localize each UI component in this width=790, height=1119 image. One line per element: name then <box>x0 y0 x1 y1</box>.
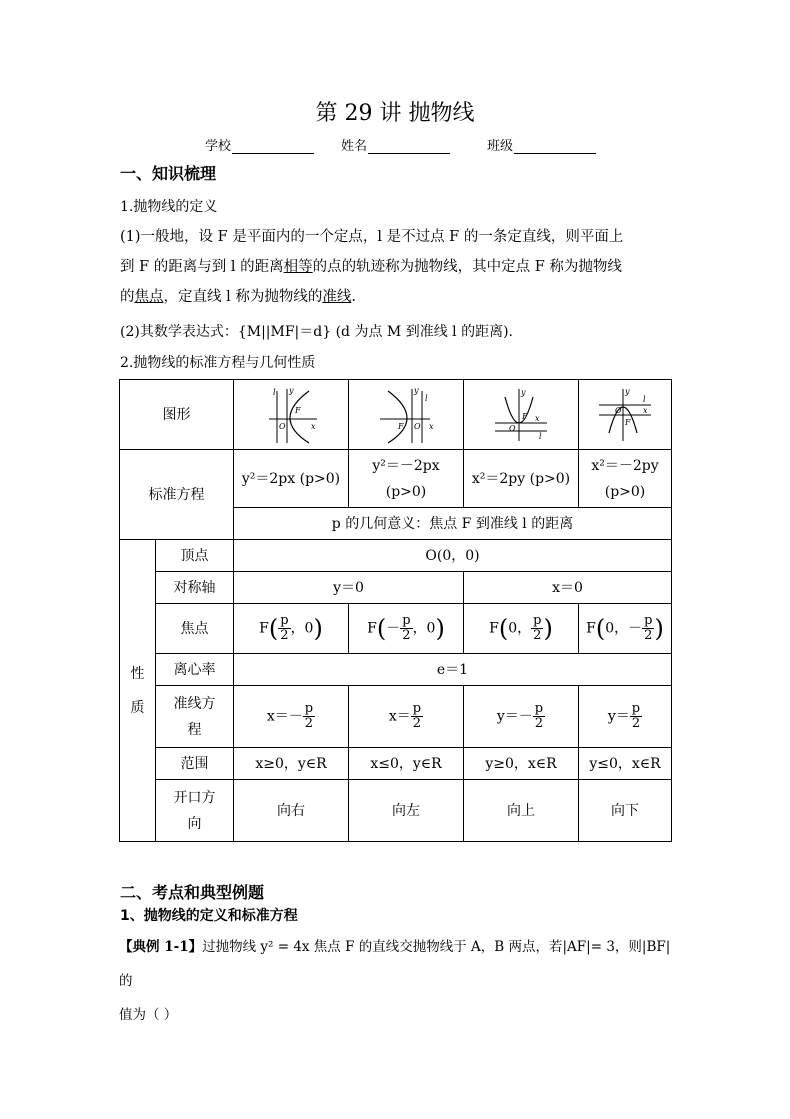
parabola-properties-table <box>119 379 672 842</box>
name-blank[interactable] <box>368 139 450 154</box>
graph-l-text: l <box>539 431 542 441</box>
opening-cell: 向上 <box>464 780 579 842</box>
graph-up <box>464 380 579 450</box>
example-line-1: 【典例 1-1】过抛物线 y² = 4x 焦点 F 的直线交抛物线于 A，B 两点，若|AF|= 3，则|BF|的 <box>119 939 671 989</box>
axis-label: 对称轴 <box>156 572 234 604</box>
properties-subheading: 2.抛物线的标准方程与几何性质 <box>120 355 316 371</box>
equation-label: 标准方程 <box>120 450 234 540</box>
directrix-cell: x＝－ $\frac{p}{2}$ <box>234 686 349 748</box>
graph-o-text: O <box>615 405 622 415</box>
graph-y-text: y <box>414 385 419 395</box>
section2-subheading: 1、抛物线的定义和标准方程 <box>120 908 298 924</box>
school-blank[interactable] <box>232 139 314 154</box>
graph-l-text: l <box>643 394 646 404</box>
graph-right <box>234 380 349 450</box>
opening-label: 开口方 向 <box>156 780 234 842</box>
def-line-3: 的焦点，定直线 l 称为抛物线的准线. <box>120 289 356 305</box>
vertex-label: 顶点 <box>156 540 234 572</box>
section2-heading: 二、考点和典型例题 <box>120 883 265 902</box>
math-expression: (2)其数学表达式：{M||MF|＝d} (d 为点 M 到准线 l 的距离). <box>120 324 513 340</box>
graph-label: 图形 <box>120 380 234 450</box>
class-field <box>487 135 596 154</box>
page-title: 第 29 讲 抛物线 <box>315 101 475 126</box>
range-cell: x≥0，y∈R <box>234 748 349 780</box>
properties-label: 性质 <box>120 540 156 842</box>
directrix-cell: x＝ $\frac{p}{2}$ <box>349 686 464 748</box>
graph-left <box>349 380 464 450</box>
equation-cell: y²＝2px (p>0) <box>234 450 349 508</box>
school-label: 学校 <box>205 139 232 154</box>
def-line-2: 到 F 的距离与到 l 的距离相等的点的轨迹称为抛物线，其中定点 F 称为抛物线 <box>120 259 622 275</box>
focus-label: 焦点 <box>156 604 234 654</box>
opening-cell: 向右 <box>234 780 349 842</box>
directrix-label: 准线方 程 <box>156 686 234 748</box>
class-label: 班级 <box>487 139 514 154</box>
graph-x-text: x <box>643 405 648 415</box>
vertex-value: O(0，0) <box>234 540 672 572</box>
graph-x-text: x <box>535 413 540 423</box>
graph-o-text: O <box>414 421 421 431</box>
graph-o-text: O <box>509 423 516 433</box>
definition-paragraph <box>120 222 680 312</box>
opening-cell: 向左 <box>349 780 464 842</box>
range-cell: x≤0，y∈R <box>349 748 464 780</box>
focus-cell: F(0， $\frac{p}{2}$ ) <box>464 604 579 654</box>
section1-heading: 一、知识梳理 <box>120 164 217 183</box>
equation-cell: x²＝－2py (p>0) <box>579 450 672 508</box>
school-field <box>205 135 314 154</box>
equation-cell: y²＝－2px (p>0) <box>349 450 464 508</box>
directrix-cell: y＝－ $\frac{p}{2}$ <box>464 686 579 748</box>
graph-f-text: F <box>398 421 404 431</box>
graph-x-text: x <box>429 421 434 431</box>
graph-o-text: O <box>279 421 286 431</box>
example-1-1 <box>119 930 679 1032</box>
focus-cell: F(－ $\frac{p}{2}$ ，0) <box>349 604 464 654</box>
range-label: 范围 <box>156 748 234 780</box>
definition-subheading: 1.抛物线的定义 <box>120 199 218 215</box>
graph-f-text: F <box>522 411 528 421</box>
graph-f-text: F <box>625 417 631 427</box>
parabola-left-graph <box>376 385 436 445</box>
def-line-1: (1)一般地，设 F 是平面内的一个定点，l 是不过点 F 的一条定直线，则平面上 <box>120 229 624 245</box>
eccentricity-value: e＝1 <box>234 654 672 686</box>
range-cell: y≥0，x∈R <box>464 748 579 780</box>
directrix-cell: y＝ $\frac{p}{2}$ <box>579 686 672 748</box>
focus-cell: F( $\frac{p}{2}$ ，0) <box>234 604 349 654</box>
name-label: 姓名 <box>341 139 368 154</box>
graph-down <box>579 380 672 450</box>
axis-value: x＝0 <box>464 572 672 604</box>
p-meaning: p 的几何意义：焦点 F 到准线 l 的距离 <box>234 508 672 540</box>
graph-f-text: F <box>295 405 301 415</box>
range-cell: y≤0，x∈R <box>579 748 672 780</box>
parabola-right-graph <box>261 385 321 445</box>
graph-l-text: l <box>425 393 428 403</box>
graph-y-text: y <box>289 385 294 395</box>
axis-value: y＝0 <box>234 572 464 604</box>
graph-y-text: y <box>521 387 526 397</box>
parabola-down-graph <box>595 385 655 445</box>
graph-x-text: x <box>311 421 316 431</box>
name-field <box>341 135 450 154</box>
eccentricity-label: 离心率 <box>156 654 234 686</box>
focus-cell: F(0，－ $\frac{p}{2}$ ) <box>579 604 672 654</box>
parabola-up-graph <box>491 385 551 445</box>
graph-l-text: l <box>273 387 276 397</box>
opening-cell: 向下 <box>579 780 672 842</box>
class-blank[interactable] <box>514 139 596 154</box>
equation-cell: x²＝2py (p>0) <box>464 450 579 508</box>
graph-y-text: y <box>625 386 630 396</box>
example-line-2: 值为（ ） <box>119 1007 178 1023</box>
